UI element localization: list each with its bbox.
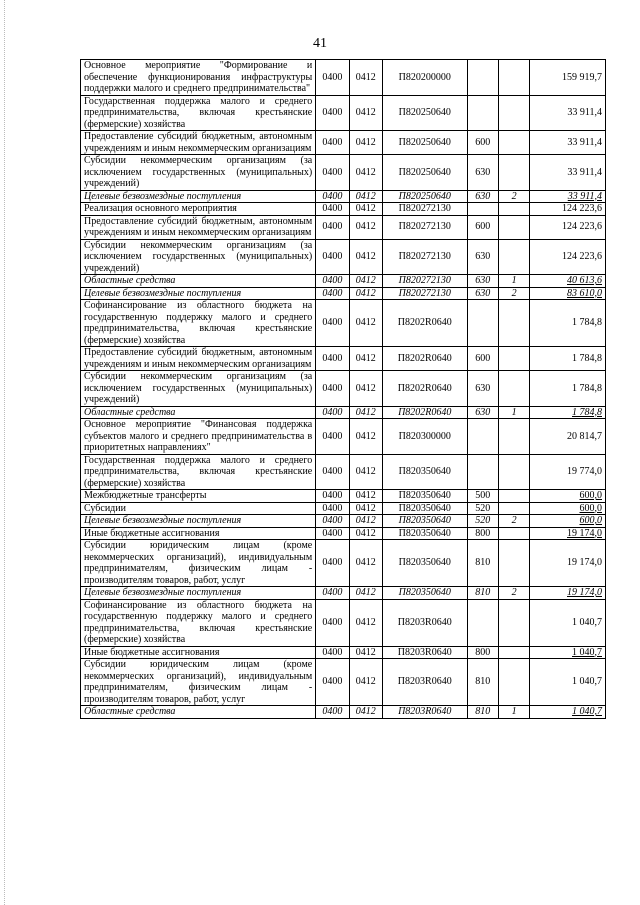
row-source-code: 2 (498, 587, 529, 600)
table-row (81, 406, 606, 419)
row-expense-type (467, 599, 498, 646)
row-expense-type (467, 203, 498, 216)
row-source-code: 1 (498, 275, 529, 288)
row-target-article: П820272130 (382, 203, 467, 216)
row-section: 0400 (316, 502, 349, 515)
row-target-article: П8203R0640 (382, 706, 467, 719)
row-expense-type (467, 60, 498, 96)
table-row (81, 659, 606, 706)
row-subsection: 0412 (349, 502, 382, 515)
row-section: 0400 (316, 371, 349, 407)
row-target-article: П8202R0640 (382, 406, 467, 419)
row-amount: 33 911,4 (530, 190, 606, 203)
row-source-code: 1 (498, 406, 529, 419)
row-expense-type: 800 (467, 527, 498, 540)
row-target-article: П820272130 (382, 239, 467, 275)
table-row (81, 454, 606, 490)
row-target-article: П820250640 (382, 131, 467, 155)
row-source-code (498, 347, 529, 371)
row-subsection: 0412 (349, 371, 382, 407)
row-source-code (498, 131, 529, 155)
row-name: Целевые безвозмездные поступления (81, 515, 316, 528)
row-name: Основное мероприятие "Формирование и обеспечение функционирования инфраструктуры поддержки малого и среднего предпринимательства" (81, 60, 316, 96)
row-expense-type: 630 (467, 239, 498, 275)
row-subsection: 0412 (349, 515, 382, 528)
row-source-code (498, 203, 529, 216)
row-target-article: П820350640 (382, 587, 467, 600)
row-source-code (498, 239, 529, 275)
row-expense-type: 810 (467, 540, 498, 587)
table-row (81, 239, 606, 275)
row-amount: 19 174,0 (530, 587, 606, 600)
row-source-code: 2 (498, 190, 529, 203)
row-source-code (498, 527, 529, 540)
row-name: Субсидии некоммерческим организациям (за исключением государственных (муниципальных) учреждений) (81, 371, 316, 407)
row-source-code (498, 300, 529, 347)
row-subsection: 0412 (349, 131, 382, 155)
table-row (81, 95, 606, 131)
row-name: Иные бюджетные ассигнования (81, 646, 316, 659)
row-name: Государственная поддержка малого и среднего предпринимательства, включая крестьянские (фермерские) хозяйства (81, 95, 316, 131)
table-row (81, 540, 606, 587)
row-subsection: 0412 (349, 239, 382, 275)
row-target-article: П820250640 (382, 95, 467, 131)
row-section: 0400 (316, 706, 349, 719)
row-source-code (498, 659, 529, 706)
row-amount: 1 040,7 (530, 599, 606, 646)
row-source-code (498, 454, 529, 490)
row-source-code (498, 155, 529, 191)
row-section: 0400 (316, 300, 349, 347)
row-target-article: П820350640 (382, 454, 467, 490)
row-section: 0400 (316, 60, 349, 96)
row-target-article: П820350640 (382, 540, 467, 587)
row-subsection: 0412 (349, 527, 382, 540)
row-expense-type: 810 (467, 659, 498, 706)
row-target-article: П8203R0640 (382, 599, 467, 646)
row-target-article: П8202R0640 (382, 347, 467, 371)
binding-margin-line (4, 0, 6, 905)
row-section: 0400 (316, 203, 349, 216)
row-amount: 40 613,6 (530, 275, 606, 288)
row-name: Предоставление субсидий бюджетным, автономным учреждениям и иным некоммерческим организациям (81, 347, 316, 371)
table-row (81, 215, 606, 239)
row-target-article: П820350640 (382, 527, 467, 540)
row-source-code (498, 215, 529, 239)
row-amount: 600,0 (530, 515, 606, 528)
row-amount: 1 784,8 (530, 347, 606, 371)
row-expense-type: 630 (467, 275, 498, 288)
row-name: Софинансирование из областного бюджета на государственную поддержку малого и среднего предпринимательства, включая крестьянские (фермерские) хозяйства (81, 300, 316, 347)
row-name: Межбюджетные трансферты (81, 490, 316, 503)
row-expense-type: 810 (467, 706, 498, 719)
row-name: Основное мероприятие "Финансовая поддержка субъектов малого и среднего предпринимательства в приоритетных направлениях" (81, 419, 316, 455)
row-subsection: 0412 (349, 275, 382, 288)
row-section: 0400 (316, 599, 349, 646)
row-expense-type: 800 (467, 646, 498, 659)
row-expense-type: 630 (467, 406, 498, 419)
row-expense-type: 630 (467, 190, 498, 203)
row-subsection: 0412 (349, 587, 382, 600)
row-section: 0400 (316, 95, 349, 131)
row-subsection: 0412 (349, 155, 382, 191)
row-name: Софинансирование из областного бюджета на государственную поддержку малого и среднего предпринимательства, включая крестьянские (фермерские) хозяйства (81, 599, 316, 646)
row-expense-type: 600 (467, 347, 498, 371)
row-target-article: П820272130 (382, 275, 467, 288)
table-row (81, 190, 606, 203)
row-source-code (498, 60, 529, 96)
row-amount: 1 784,8 (530, 406, 606, 419)
row-section: 0400 (316, 215, 349, 239)
row-amount: 124 223,6 (530, 239, 606, 275)
row-source-code: 2 (498, 287, 529, 300)
row-subsection: 0412 (349, 540, 382, 587)
row-name: Предоставление субсидий бюджетным, автономным учреждениям и иным некоммерческим организациям (81, 215, 316, 239)
row-name: Целевые безвозмездные поступления (81, 287, 316, 300)
table-row (81, 527, 606, 540)
row-section: 0400 (316, 527, 349, 540)
row-name: Целевые безвозмездные поступления (81, 587, 316, 600)
row-subsection: 0412 (349, 490, 382, 503)
row-target-article: П820350640 (382, 502, 467, 515)
table-row (81, 587, 606, 600)
row-amount: 1 784,8 (530, 371, 606, 407)
row-amount: 600,0 (530, 490, 606, 503)
row-amount: 1 040,7 (530, 659, 606, 706)
row-section: 0400 (316, 540, 349, 587)
row-source-code (498, 95, 529, 131)
row-target-article: П820272130 (382, 287, 467, 300)
row-section: 0400 (316, 454, 349, 490)
row-section: 0400 (316, 587, 349, 600)
table-row (81, 203, 606, 216)
table-row (81, 131, 606, 155)
row-subsection: 0412 (349, 406, 382, 419)
budget-table (80, 59, 606, 719)
row-expense-type (467, 300, 498, 347)
row-expense-type: 630 (467, 287, 498, 300)
row-section: 0400 (316, 275, 349, 288)
row-amount: 159 919,7 (530, 60, 606, 96)
row-amount: 33 911,4 (530, 95, 606, 131)
row-section: 0400 (316, 646, 349, 659)
row-expense-type (467, 95, 498, 131)
row-target-article: П820300000 (382, 419, 467, 455)
row-subsection: 0412 (349, 646, 382, 659)
row-name: Государственная поддержка малого и среднего предпринимательства, включая крестьянские (фермерские) хозяйства (81, 454, 316, 490)
row-subsection: 0412 (349, 659, 382, 706)
row-source-code: 1 (498, 706, 529, 719)
row-section: 0400 (316, 406, 349, 419)
row-expense-type: 630 (467, 155, 498, 191)
row-name: Областные средства (81, 706, 316, 719)
row-expense-type: 520 (467, 515, 498, 528)
row-section: 0400 (316, 239, 349, 275)
row-name: Областные средства (81, 406, 316, 419)
row-source-code: 2 (498, 515, 529, 528)
row-amount: 83 610,0 (530, 287, 606, 300)
table-row (81, 155, 606, 191)
row-subsection: 0412 (349, 215, 382, 239)
page-number: 41 (313, 36, 327, 51)
row-source-code (498, 371, 529, 407)
row-target-article: П820350640 (382, 490, 467, 503)
table-row (81, 347, 606, 371)
row-section: 0400 (316, 190, 349, 203)
table-row (81, 646, 606, 659)
row-source-code (498, 419, 529, 455)
row-amount: 33 911,4 (530, 131, 606, 155)
row-target-article: П820350640 (382, 515, 467, 528)
row-expense-type (467, 454, 498, 490)
row-expense-type: 600 (467, 131, 498, 155)
table-row (81, 502, 606, 515)
table-row (81, 275, 606, 288)
row-amount: 124 223,6 (530, 215, 606, 239)
row-subsection: 0412 (349, 599, 382, 646)
table-row (81, 300, 606, 347)
row-amount: 600,0 (530, 502, 606, 515)
row-expense-type (467, 419, 498, 455)
row-subsection: 0412 (349, 190, 382, 203)
row-subsection: 0412 (349, 706, 382, 719)
row-name: Иные бюджетные ассигнования (81, 527, 316, 540)
row-subsection: 0412 (349, 454, 382, 490)
row-amount: 19 174,0 (530, 527, 606, 540)
table-row (81, 371, 606, 407)
row-section: 0400 (316, 131, 349, 155)
row-source-code (498, 599, 529, 646)
row-source-code (498, 540, 529, 587)
row-name: Предоставление субсидий бюджетным, автономным учреждениям и иным некоммерческим организациям (81, 131, 316, 155)
row-section: 0400 (316, 347, 349, 371)
row-section: 0400 (316, 515, 349, 528)
row-amount: 1 040,7 (530, 706, 606, 719)
row-section: 0400 (316, 287, 349, 300)
row-amount: 1 784,8 (530, 300, 606, 347)
row-amount: 20 814,7 (530, 419, 606, 455)
row-target-article: П820272130 (382, 215, 467, 239)
table-row (81, 515, 606, 528)
row-target-article: П820250640 (382, 155, 467, 191)
table-row (81, 419, 606, 455)
row-amount: 19 174,0 (530, 540, 606, 587)
row-expense-type: 810 (467, 587, 498, 600)
row-subsection: 0412 (349, 60, 382, 96)
row-source-code (498, 490, 529, 503)
row-target-article: П8202R0640 (382, 300, 467, 347)
row-subsection: 0412 (349, 419, 382, 455)
row-name: Субсидии некоммерческим организациям (за исключением государственных (муниципальных) учреждений) (81, 239, 316, 275)
row-name: Областные средства (81, 275, 316, 288)
row-name: Целевые безвозмездные поступления (81, 190, 316, 203)
row-subsection: 0412 (349, 95, 382, 131)
row-amount: 1 040,7 (530, 646, 606, 659)
row-source-code (498, 646, 529, 659)
row-subsection: 0412 (349, 300, 382, 347)
row-amount: 124 223,6 (530, 203, 606, 216)
row-name: Субсидии юридическим лицам (кроме некоммерческих организаций), индивидуальным предпринимателям, физическим лицам - производителям товаров, работ, услуг (81, 659, 316, 706)
row-target-article: П820250640 (382, 190, 467, 203)
row-section: 0400 (316, 659, 349, 706)
row-target-article: П820200000 (382, 60, 467, 96)
table-row (81, 287, 606, 300)
row-section: 0400 (316, 155, 349, 191)
row-subsection: 0412 (349, 203, 382, 216)
row-amount: 19 774,0 (530, 454, 606, 490)
table-row (81, 60, 606, 96)
row-name: Субсидии юридическим лицам (кроме некоммерческих организаций), индивидуальным предпринимателям, физическим лицам - производителям товаров, работ, услуг (81, 540, 316, 587)
table-row (81, 490, 606, 503)
row-target-article: П8203R0640 (382, 646, 467, 659)
row-name: Реализация основного мероприятия (81, 203, 316, 216)
row-target-article: П8203R0640 (382, 659, 467, 706)
row-section: 0400 (316, 419, 349, 455)
row-subsection: 0412 (349, 347, 382, 371)
table-row (81, 599, 606, 646)
row-name: Субсидии (81, 502, 316, 515)
row-amount: 33 911,4 (530, 155, 606, 191)
row-expense-type: 520 (467, 502, 498, 515)
row-expense-type: 630 (467, 371, 498, 407)
row-section: 0400 (316, 490, 349, 503)
row-name: Субсидии некоммерческим организациям (за исключением государственных (муниципальных) учреждений) (81, 155, 316, 191)
row-target-article: П8202R0640 (382, 371, 467, 407)
row-subsection: 0412 (349, 287, 382, 300)
table-row (81, 706, 606, 719)
budget-table-body (81, 60, 606, 719)
row-expense-type: 500 (467, 490, 498, 503)
row-expense-type: 600 (467, 215, 498, 239)
row-source-code (498, 502, 529, 515)
